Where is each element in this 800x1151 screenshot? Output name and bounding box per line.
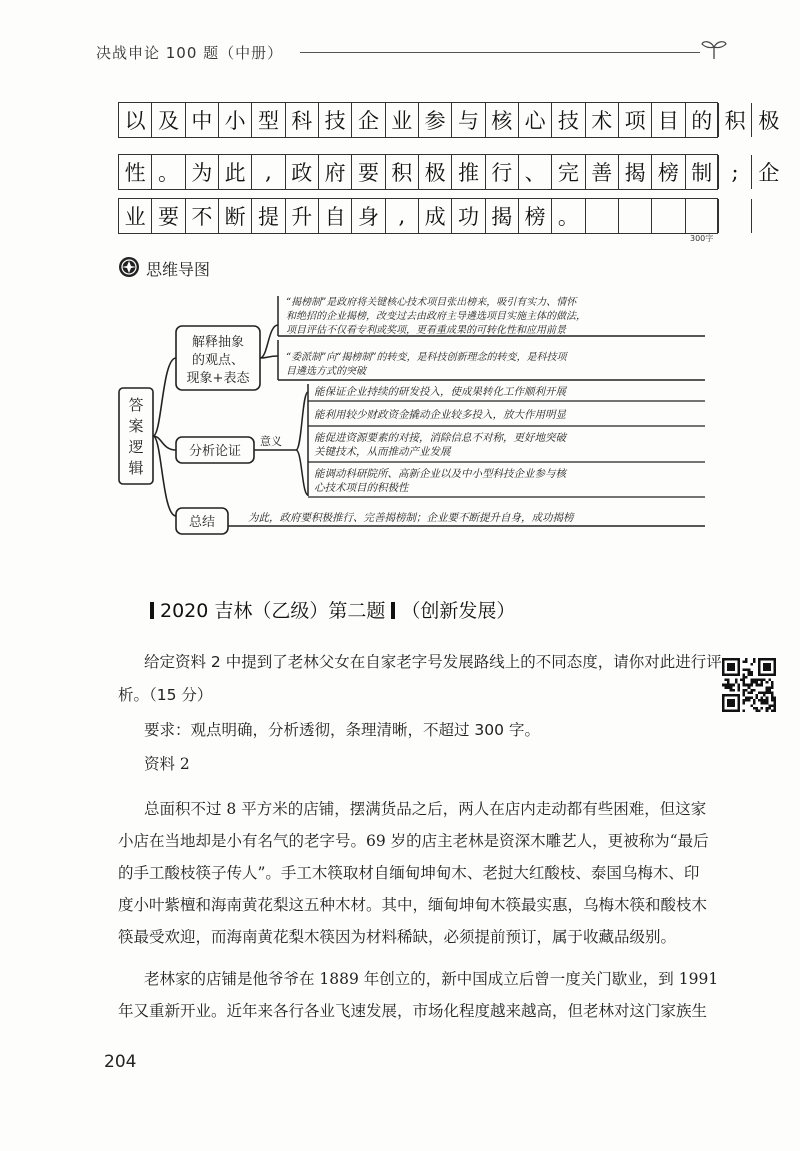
leaf-text: 能利用较少财政资金撬动企业较多投入，放大作用明显 [314, 409, 566, 421]
grid-cell: 榜 [519, 199, 552, 233]
mindmap-icon [118, 256, 140, 282]
branch2-label: 分析论证 [188, 444, 242, 459]
leaf-text: “揭榜制”是政府将关键核心技术项目张出榜来，吸引有实力、情怀 [286, 297, 577, 308]
grid-cell [619, 199, 652, 233]
grid-cell: 行 [486, 155, 519, 189]
grid-cell: 心 [519, 103, 552, 137]
root-char: 答 [128, 396, 144, 414]
grid-cell [686, 199, 719, 233]
question-text: 析。（15 分） [118, 686, 213, 704]
grid-cell: 。 [552, 199, 585, 233]
grid-cell: 为 [186, 155, 219, 189]
grid-cell: 中 [186, 103, 219, 137]
paragraph-line: 总面积不过 8 平方米的店铺，摆满货品之后，两人在店内走动都有些困难，但这家 [144, 800, 707, 818]
material-label: 资料 2 [144, 755, 190, 773]
grid-cell: 核 [486, 103, 519, 137]
grid-cell: 政 [286, 155, 319, 189]
grid-cell: 目 [652, 103, 685, 137]
grid-cell: 府 [319, 155, 352, 189]
grid-cell: 功 [452, 199, 485, 233]
root-char: 案 [128, 417, 144, 435]
branch1-label: 的观点、 [191, 353, 245, 368]
grid-cell: , [252, 155, 285, 189]
connector-label: 意义 [260, 435, 282, 448]
leaf-text: 能促进资源要素的对接，消除信息不对称，更好地突破 [314, 432, 566, 444]
grid-cell: 此 [219, 155, 252, 189]
grid-cell: 技 [319, 103, 352, 137]
branch1-label: 现象+表态 [186, 371, 250, 386]
grid-cell: 型 [252, 103, 285, 137]
grid-cell: 升 [286, 199, 319, 233]
grid-cell: 及 [152, 103, 185, 137]
grid-cell: 的 [686, 103, 719, 137]
grid-cell: 完 [552, 155, 585, 189]
root-char: 逻 [128, 438, 144, 456]
grid-cell: 项 [619, 103, 652, 137]
header-rule [300, 52, 700, 53]
problem-heading-tag: （创新发展） [401, 600, 516, 622]
leaf-text: 关键技术，从而推动产业发展 [314, 446, 451, 458]
mindmap-title: 思维导图 [146, 260, 211, 279]
grid-cell: 极 [758, 109, 780, 133]
mindmap-diagram [100, 280, 720, 545]
grid-cell: 业 [386, 103, 419, 137]
grid-cell: ; [719, 155, 752, 189]
grid-cell: 要 [152, 199, 185, 233]
grid-cell: 推 [452, 155, 485, 189]
grid-cell: 积 [719, 103, 752, 137]
essay-grid-row [118, 154, 780, 190]
grid-cell: 极 [419, 155, 452, 189]
grid-cell: 参 [419, 103, 452, 137]
grid-cell: 成 [419, 199, 452, 233]
branch1-label: 解释抽象 [191, 335, 245, 350]
grid-cell [652, 199, 685, 233]
grid-cell: 、 [519, 155, 552, 189]
grid-cell: , [386, 199, 419, 233]
grid-cell: 善 [586, 155, 619, 189]
grid-cell: 不 [186, 199, 219, 233]
problem-heading [144, 596, 515, 623]
leaf-text: 目遴选方式的突破 [286, 366, 366, 377]
grid-cell: 身 [352, 199, 385, 233]
grid-cell [719, 199, 752, 233]
grid-cell: 制 [686, 155, 719, 189]
paragraph-line: 老林家的店铺是他爷爷在 1889 年创立的，新中国成立后曾一度关门歇业，到 1991 [144, 970, 719, 988]
word-count-label: 300字 [690, 234, 714, 243]
essay-grid-row [118, 198, 718, 234]
page-number: 204 [104, 1052, 137, 1072]
grid-cell: 与 [452, 103, 485, 137]
grid-cell: 提 [252, 199, 285, 233]
leaf-text: 为此，政府要积极推行、完善揭榜制；企业要不断提升自身，成功揭榜 [248, 512, 574, 524]
essay-grid-row [118, 102, 780, 138]
grid-cell: 揭 [486, 199, 519, 233]
sprout-icon [700, 38, 728, 64]
grid-cell: 榜 [652, 155, 685, 189]
branch3-label: 总结 [188, 515, 216, 530]
grid-cell: 积 [386, 155, 419, 189]
grid-cell: 性 [119, 155, 152, 189]
leaf-text: 能保证企业持续的研发投入，使成果转化工作顺利开展 [314, 386, 566, 398]
grid-cell: 自 [319, 199, 352, 233]
paragraph-line: 年又重新开业。近年来各行各业飞速发展，市场化程度越来越高，但老林对这门家族生 [118, 1002, 708, 1020]
leaf-text: 和绝招的企业揭榜，改变过去由政府主导遴选项目实施主体的做法， [286, 311, 586, 322]
grid-cell: 。 [152, 155, 185, 189]
leaf-text: 能调动科研院所、高新企业以及中小型科技企业参与核 [314, 468, 566, 480]
leaf-text: 项目评估不仅看专利或奖项，更看重成果的可转化性和应用前景 [286, 325, 566, 336]
paragraph-line: 筷最受欢迎，而海南黄花梨木筷因为材料稀缺，必须提前预订，属于收藏品级别。 [118, 928, 677, 946]
grid-cell [586, 199, 619, 233]
paragraph-line: 的手工酸枝筷子传人”。手工木筷取材自缅甸坤甸木、老挝大红酸枝、泰国乌梅木、印 [118, 864, 700, 882]
question-text: 给定资料 2 中提到了老林父女在自家老字号发展路线上的不同态度，请你对此进行评 [144, 653, 722, 671]
problem-heading-main: 2020 吉林（乙级）第二题 [160, 600, 386, 622]
grid-cell: 要 [352, 155, 385, 189]
grid-cell: 小 [219, 103, 252, 137]
grid-cell: 以 [119, 103, 152, 137]
grid-cell: 术 [586, 103, 619, 137]
paragraph-line: 度小叶紫檀和海南黄花梨这五种木材。其中，缅甸坤甸木筷最实惠，乌梅木筷和酸枝木 [118, 896, 708, 914]
requirement-text: 要求：观点明确，分析透彻，条理清晰，不超过 300 字。 [144, 721, 540, 739]
qr-code-icon [722, 658, 776, 716]
leaf-text: 心技术项目的积极性 [314, 482, 409, 494]
running-header: 决战申论 100 题（中册） [96, 44, 284, 62]
grid-cell: 企 [758, 161, 780, 185]
grid-cell [752, 199, 785, 233]
grid-cell: 科 [286, 103, 319, 137]
grid-cell: 揭 [619, 155, 652, 189]
grid-cell: 断 [219, 199, 252, 233]
grid-cell: 企 [352, 103, 385, 137]
grid-cell: 业 [119, 199, 152, 233]
root-char: 辑 [128, 459, 144, 477]
grid-cell: 技 [552, 103, 585, 137]
leaf-text: “委派制”向“揭榜制”的转变，是科技创新理念的转变，是科技项 [286, 352, 567, 363]
paragraph-line: 小店在当地却是小有名气的老字号。69 岁的店主老林是资深木雕艺人，更被称为“最后 [118, 832, 709, 850]
